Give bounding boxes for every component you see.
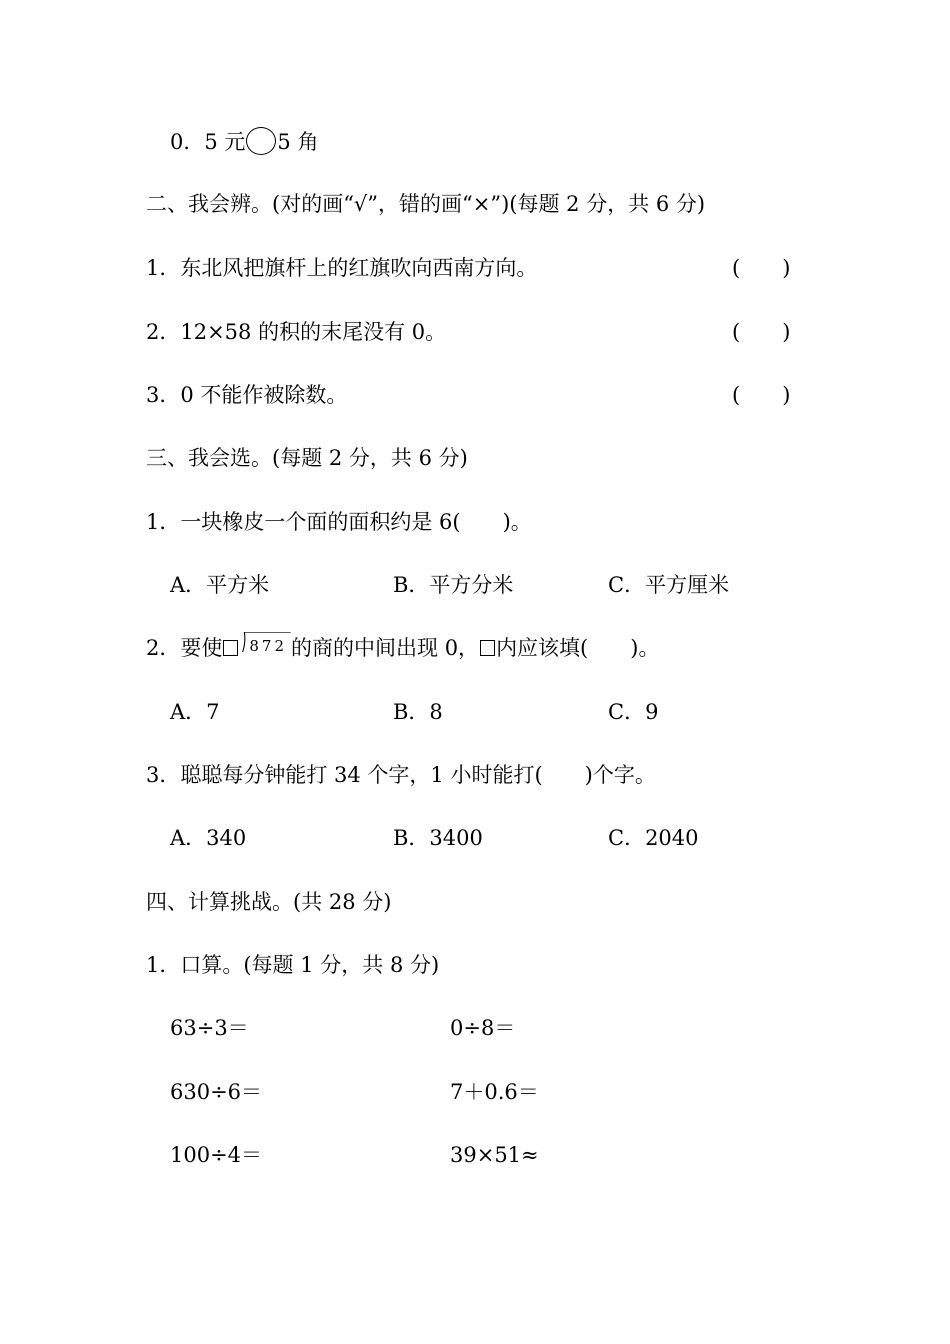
calc-item: 100÷4＝ — [170, 1143, 263, 1167]
divisor-box — [223, 640, 238, 656]
section3-q1-option-c[interactable]: C．平方厘米 — [608, 573, 730, 597]
section2-item-2: 2．12×58 的积的末尾没有 0。 — [146, 320, 447, 344]
section3-q2 — [146, 634, 659, 664]
section3-q3-option-a[interactable]: A．340 — [170, 826, 247, 850]
section3-q1: 1．一块橡皮一个面的面积约是 6( )。 — [146, 510, 532, 534]
section4-title: 四、计算挑战。(共 28 分) — [146, 890, 392, 914]
section3-q2-prefix: 2．要使 — [146, 636, 223, 660]
section3-q1-option-b[interactable]: B．平方分米 — [393, 573, 514, 597]
compare-right: 5 角 — [277, 130, 319, 154]
calc-item: 39×51≈ — [450, 1143, 539, 1167]
compare-circle-blank[interactable] — [246, 127, 276, 155]
calc-item: 630÷6＝ — [170, 1080, 263, 1104]
long-division-sign — [241, 634, 291, 664]
section2-item-3-blank[interactable]: ( ) — [732, 383, 791, 407]
section3-title: 三、我会选。(每题 2 分，共 6 分) — [146, 446, 468, 470]
compare-left: 0．5 元 — [170, 130, 246, 154]
section2-item-3: 3．0 不能作被除数。 — [146, 383, 348, 407]
section2-item-2-blank[interactable]: ( ) — [732, 320, 791, 344]
section3-q2-option-c[interactable]: C．9 — [608, 700, 659, 724]
calc-item: 7＋0.6＝ — [450, 1080, 539, 1104]
section3-q2-option-b[interactable]: B．8 — [393, 700, 443, 724]
section3-q2-suffix: 内应该填( )。 — [496, 636, 660, 660]
section3-q2-option-a[interactable]: A．7 — [170, 700, 220, 724]
answer-box — [480, 640, 495, 656]
section3-q1-option-a[interactable]: A．平方米 — [170, 573, 270, 597]
dividend: 872 — [249, 637, 288, 655]
section4-sub1: 1．口算。(每题 1 分，共 8 分) — [146, 953, 440, 977]
section3-q3-option-c[interactable]: C．2040 — [608, 826, 699, 850]
section2-item-1: 1．东北风把旗杆上的红旗吹向西南方向。 — [146, 256, 538, 280]
section3-q2-middle: 的商的中间出现 0， — [291, 636, 480, 660]
compare-line — [170, 127, 318, 156]
section2-title: 二、我会辨。(对的画“√”，错的画“×”)(每题 2 分，共 6 分) — [146, 192, 706, 216]
calc-item: 63÷3＝ — [170, 1016, 249, 1040]
section3-q3-option-b[interactable]: B．3400 — [393, 826, 483, 850]
section3-q3: 3．聪聪每分钟能打 34 个字，1 小时能打( )个字。 — [146, 763, 656, 787]
calc-item: 0÷8＝ — [450, 1016, 516, 1040]
section2-item-1-blank[interactable]: ( ) — [732, 256, 791, 280]
